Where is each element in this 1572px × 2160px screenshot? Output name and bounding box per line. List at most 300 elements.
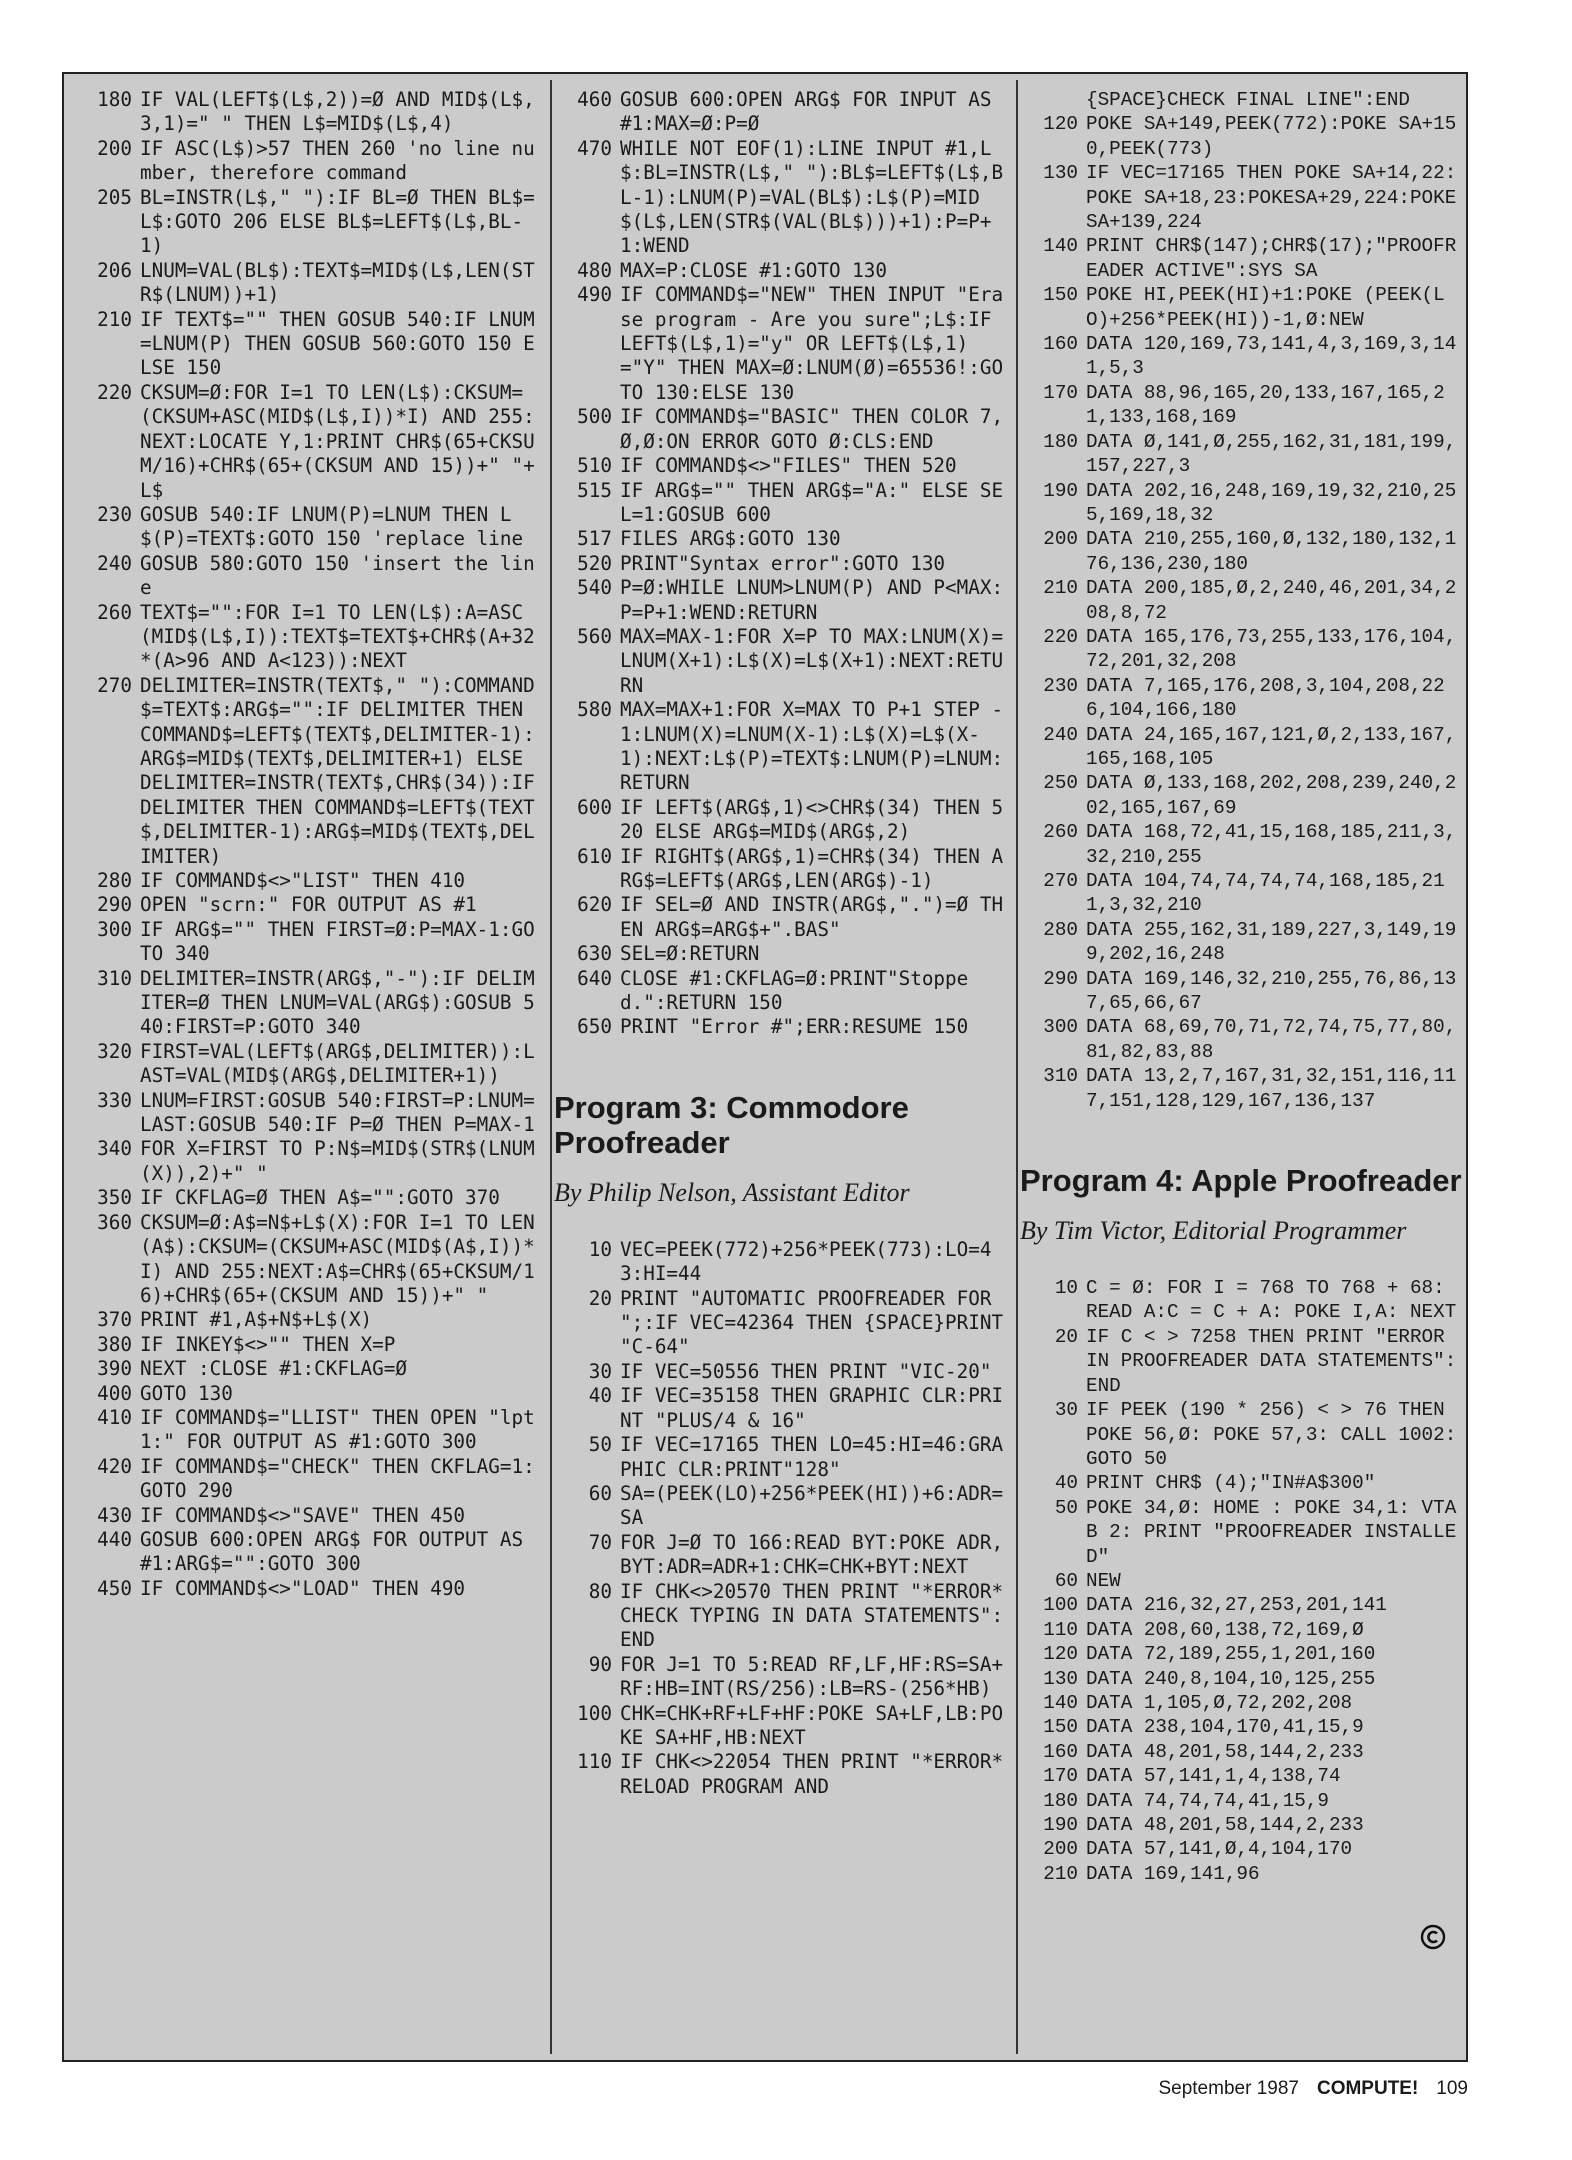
- code-line: [74, 918, 546, 967]
- line-code: DATA 200,185,Ø,2,240,46,201,34,208,8,72: [1086, 577, 1457, 624]
- line-code: IF VEC=35158 THEN GRAPHIC CLR:PRINT "PLUS/4 & 16": [620, 1384, 1004, 1432]
- code-line: [1020, 820, 1464, 869]
- code-line: [554, 1384, 1012, 1433]
- code-line: [1020, 1569, 1464, 1593]
- line-code: DATA Ø,141,Ø,255,162,31,181,199,157,227,3: [1086, 430, 1457, 478]
- code-line: [554, 454, 1012, 478]
- line-code: SEL=Ø:RETURN: [620, 942, 760, 966]
- line-number: 110: [577, 1750, 612, 1774]
- line-number: 390: [97, 1357, 132, 1381]
- listing-column-2: [554, 88, 1015, 2046]
- line-code: MAX=MAX-1:FOR X=P TO MAX:LNUM(X)=LNUM(X+1):L$(X)=L$(X+1):NEXT:RETURN: [620, 624, 1004, 697]
- line-number: 300: [97, 917, 132, 941]
- line-code: DATA 120,169,73,141,4,3,169,3,141,5,3: [1086, 333, 1457, 380]
- line-code: DATA 168,72,41,15,168,185,211,3,32,210,255: [1086, 821, 1457, 868]
- code-line: [1020, 1015, 1464, 1064]
- line-number: 370: [97, 1308, 132, 1332]
- line-code: WHILE NOT EOF(1):LINE INPUT #1,L$:BL=INSTR(L$," "):BL$=LEFT$(L$,BL-1):LNUM(P)=VAL(BL$):L$(P)=MID$(L$,LEN(STR$(VAL(BL$)))+1):P=P+1:WEND: [620, 136, 1004, 258]
- code-line: [1020, 723, 1464, 772]
- line-code: IF INKEY$<>"" THEN X=P: [140, 1332, 396, 1356]
- code-line: [1020, 381, 1464, 430]
- code-line: [1020, 1064, 1464, 1113]
- line-number: 320: [97, 1039, 132, 1063]
- line-code: IF CHK<>20570 THEN PRINT "*ERROR* CHECK TYPING IN DATA STATEMENTS":END: [620, 1579, 1015, 1652]
- code-line: [1020, 1764, 1464, 1788]
- line-code: GOSUB 600:OPEN ARG$ FOR INPUT AS #1:MAX=Ø:P=Ø: [620, 88, 1004, 136]
- code-line: [1020, 283, 1464, 332]
- line-number: 560: [577, 624, 612, 648]
- line-code: MAX=MAX+1:FOR X=MAX TO P+1 STEP -1:LNUM(X)=LNUM(X-1):L$(X)=L$(X-1):NEXT:L$(P)=TEXT$:LNUM(P)=LNUM:RETURN: [620, 698, 1004, 795]
- line-number: 120: [1043, 113, 1078, 136]
- line-code: IF COMMAND$<>"FILES" THEN 520: [620, 454, 957, 478]
- line-number: 340: [97, 1137, 132, 1161]
- line-code: PRINT "AUTOMATIC PROOFREADER FOR ";:IF VEC=42364 THEN {SPACE}PRINT "C-64": [620, 1286, 1015, 1359]
- line-code: PRINT"Syntax error":GOTO 130: [620, 551, 946, 575]
- line-number: 200: [1043, 528, 1078, 551]
- code-line: [74, 869, 546, 893]
- line-number: 40: [588, 1384, 612, 1408]
- line-code: BL=INSTR(L$," "):IF BL=Ø THEN BL$=L$:GOTO 206 ELSE BL$=LEFT$(L$,BL-1): [140, 185, 535, 258]
- page-number: 109: [1436, 2078, 1468, 2099]
- line-number: 10: [588, 1237, 612, 1261]
- line-number: 140: [1043, 235, 1078, 258]
- code-line: [554, 88, 1012, 137]
- line-code: IF CKFLAG=Ø THEN A$="":GOTO 370: [140, 1186, 500, 1210]
- code-line: [74, 1577, 546, 1601]
- line-code: FILES ARG$:GOTO 130: [620, 527, 841, 551]
- line-number: 190: [1043, 479, 1078, 502]
- line-number: 240: [1043, 723, 1078, 746]
- line-code: POKE 34,Ø: HOME : POKE 34,1: VTAB 2: PRINT "PROOFREADER INSTALLED": [1086, 1496, 1457, 1568]
- code-line: [554, 552, 1012, 576]
- code-line: [554, 1015, 1012, 1039]
- line-number: 80: [588, 1579, 612, 1603]
- program4-heading: Program 4: Apple Proofreader: [1020, 1163, 1462, 1199]
- code-line: [554, 625, 1012, 698]
- line-number: 360: [97, 1210, 132, 1234]
- line-number: 490: [577, 283, 612, 307]
- line-code: DATA 104,74,74,74,74,168,185,211,3,32,210: [1086, 870, 1445, 917]
- line-code: IF COMMAND$<>"SAVE" THEN 450: [140, 1503, 466, 1527]
- line-number: 310: [1043, 1065, 1078, 1088]
- code-line: [1020, 332, 1464, 381]
- line-code: DATA 57,141,1,4,138,74: [1086, 1765, 1341, 1788]
- line-number: 70: [588, 1530, 612, 1554]
- code-line: [1020, 1471, 1464, 1495]
- line-code: DATA 72,189,255,1,201,160: [1086, 1643, 1376, 1666]
- code-line: [74, 186, 546, 259]
- line-number: 210: [97, 307, 132, 331]
- code-line: [1020, 1325, 1468, 1398]
- line-number: 460: [577, 88, 612, 111]
- line-number: 10: [1054, 1277, 1078, 1300]
- listing-block-program2-continued: [554, 88, 1012, 1040]
- code-line: [554, 698, 1012, 796]
- line-number: 160: [1043, 1740, 1078, 1763]
- line-code: VEC=PEEK(772)+256*PEEK(773):LO=43:HI=44: [620, 1237, 992, 1286]
- line-number: 20: [588, 1286, 612, 1310]
- line-code: PRINT "Error #";ERR:RESUME 150: [620, 1015, 969, 1039]
- line-number: 210: [1043, 577, 1078, 600]
- code-line: [554, 283, 1012, 405]
- code-line: [554, 479, 1012, 528]
- code-line: [1020, 625, 1464, 674]
- line-code: DATA 74,74,74,41,15,9: [1086, 1789, 1329, 1812]
- listing-column-1: [74, 88, 546, 2046]
- line-number: 140: [1043, 1691, 1078, 1714]
- line-number: 110: [1043, 1618, 1078, 1641]
- code-line: [74, 1308, 546, 1332]
- line-code: IF C < > 7258 THEN PRINT "ERROR IN PROOFREADER DATA STATEMENTS": END: [1086, 1325, 1468, 1397]
- code-line: [1020, 1398, 1468, 1471]
- line-code: OPEN "scrn:" FOR OUTPUT AS #1: [140, 893, 477, 917]
- code-line: [1020, 1789, 1464, 1813]
- line-code: DATA Ø,133,168,202,208,239,240,202,165,167,69: [1086, 772, 1457, 819]
- line-code: IF ASC(L$)>57 THEN 260 'no line number, therefore command: [140, 136, 535, 185]
- line-number: 260: [1043, 821, 1078, 844]
- line-code: GOTO 130: [140, 1381, 233, 1405]
- line-code: CKSUM=Ø:A$=N$+L$(X):FOR I=1 TO LEN(A$):CKSUM=(CKSUM+ASC(MID$(A$,I))*I) AND 255:NEXT:A$=CHR$(65+CKSUM/16)+CHR$(65+(CKSUM AND 15))+" ": [140, 1210, 535, 1307]
- line-number: 600: [577, 795, 612, 819]
- code-line: [74, 1406, 546, 1455]
- code-line: [74, 1040, 546, 1089]
- magazine-name: COMPUTE!: [1316, 2078, 1419, 2099]
- code-line: [74, 552, 546, 601]
- line-number: 630: [577, 942, 612, 966]
- line-number: 270: [1043, 870, 1078, 892]
- line-code: IF SEL=Ø AND INSTR(ARG$,".")=Ø THEN ARG$=ARG$+".BAS": [620, 893, 1004, 941]
- line-code: POKE HI,PEEK(HI)+1:POKE (PEEK(LO)+256*PEEK(HI))-1,Ø:NEW: [1086, 284, 1445, 331]
- line-number: 50: [588, 1433, 612, 1457]
- code-line: [1020, 112, 1464, 161]
- line-number: 190: [1043, 1814, 1078, 1836]
- line-number: 230: [1043, 674, 1078, 697]
- code-line: [74, 137, 546, 186]
- line-number: 210: [1043, 1862, 1078, 1885]
- line-code: IF LEFT$(ARG$,1)<>CHR$(34) THEN 520 ELSE ARG$=MID$(ARG$,2): [620, 795, 1004, 844]
- line-code: PRINT CHR$(147);CHR$(17);"PROOFREADER ACTIVE":SYS SA: [1086, 235, 1457, 282]
- listing-panel: [62, 72, 1468, 2062]
- column-divider: [1016, 80, 1018, 2054]
- line-code: DATA 7,165,176,208,3,104,208,226,104,166,180: [1086, 674, 1445, 722]
- line-number: 470: [577, 136, 612, 160]
- line-number: 200: [1043, 1838, 1078, 1861]
- code-line: [74, 308, 546, 381]
- code-line: [1020, 161, 1464, 234]
- line-number: 280: [1043, 918, 1078, 941]
- line-code: PRINT #1,A$+N$+L$(X): [140, 1308, 373, 1332]
- line-code: FIRST=VAL(LEFT$(ARG$,DELIMITER)):LAST=VAL(MID$(ARG$,DELIMITER+1)): [140, 1039, 535, 1088]
- line-code: IF COMMAND$="CHECK" THEN CKFLAG=1:GOTO 290: [140, 1454, 535, 1503]
- line-number: 180: [1043, 430, 1078, 453]
- line-code: DATA 216,32,27,253,201,141: [1086, 1594, 1387, 1617]
- line-code: DATA 68,69,70,71,72,74,75,77,80,81,82,83,88: [1086, 1016, 1457, 1063]
- code-line: [554, 1531, 1012, 1580]
- line-code: IF ARG$="" THEN FIRST=Ø:P=MAX-1:GOTO 340: [140, 917, 535, 966]
- code-line: [554, 1482, 1012, 1531]
- line-number: 60: [1054, 1569, 1078, 1592]
- code-line: [1020, 967, 1464, 1016]
- line-code: DATA 238,104,170,41,15,9: [1086, 1716, 1364, 1739]
- code-line: [1020, 1276, 1464, 1325]
- line-code: DATA 24,165,167,121,Ø,2,133,167,165,168,105: [1086, 723, 1457, 770]
- line-number: 290: [1043, 967, 1078, 990]
- line-number: 300: [1043, 1016, 1078, 1039]
- code-line: [74, 1455, 546, 1504]
- line-number: 90: [588, 1652, 612, 1676]
- code-line: [74, 1211, 546, 1309]
- line-number: 30: [588, 1359, 612, 1383]
- line-number: 440: [97, 1527, 132, 1551]
- line-number: 517: [577, 527, 612, 551]
- code-line: [1020, 1618, 1464, 1642]
- line-code: DATA 1,105,Ø,72,202,208: [1086, 1691, 1353, 1714]
- code-line: [74, 259, 546, 308]
- code-line: [554, 576, 1012, 625]
- line-number: 220: [97, 380, 132, 404]
- program3-byline: By Philip Nelson, Assistant Editor: [554, 1177, 910, 1207]
- code-line: [74, 674, 546, 869]
- code-line: [1020, 234, 1464, 283]
- line-code: DATA 57,141,Ø,4,104,170: [1086, 1838, 1353, 1861]
- line-code: IF VAL(LEFT$(L$,2))=Ø AND MID$(L$,3,1)=" " THEN L$=MID$(L$,4): [140, 88, 535, 136]
- line-number: 230: [97, 502, 132, 526]
- line-number: 130: [1043, 162, 1078, 185]
- line-code: DATA 165,176,73,255,133,176,104,72,201,32,208: [1086, 625, 1457, 673]
- line-number: 515: [577, 478, 612, 502]
- code-line: [1020, 1691, 1464, 1715]
- code-line: [1020, 869, 1464, 918]
- line-number: 650: [577, 1015, 612, 1039]
- line-number: 240: [97, 551, 132, 575]
- line-number: 270: [97, 673, 132, 697]
- end-mark-icon: [1420, 1924, 1446, 1950]
- line-code: DATA 210,255,160,Ø,132,180,132,176,136,230,180: [1086, 528, 1457, 575]
- line-number: 330: [97, 1088, 132, 1112]
- line-code: NEW: [1086, 1569, 1121, 1592]
- code-line: [74, 503, 546, 552]
- line-number: 520: [577, 551, 612, 575]
- line-number: 640: [577, 966, 612, 990]
- line-code: SA=(PEEK(LO)+256*PEEK(HI))+6:ADR=SA: [620, 1481, 1004, 1530]
- code-line: [1020, 527, 1464, 576]
- issue-date: September 1987: [1158, 2078, 1299, 2099]
- code-line: [554, 1360, 1012, 1384]
- code-line: [1020, 1862, 1464, 1886]
- code-line: [554, 942, 1012, 966]
- code-line: [554, 1433, 1012, 1482]
- line-number: 280: [97, 869, 132, 892]
- line-code: IF TEXT$="" THEN GOSUB 540:IF LNUM=LNUM(P) THEN GOSUB 560:GOTO 150 ELSE 150: [140, 307, 535, 380]
- line-code: DATA 13,2,7,167,31,32,151,116,117,151,128,129,167,136,137: [1086, 1065, 1457, 1112]
- line-number: 130: [1043, 1667, 1078, 1690]
- code-line: [74, 1333, 546, 1357]
- code-line: [554, 1286, 1015, 1360]
- code-line: [1020, 88, 1464, 112]
- code-line: [74, 601, 546, 674]
- line-code: IF VEC=50556 THEN PRINT "VIC-20": [620, 1359, 992, 1383]
- line-number: 50: [1054, 1496, 1078, 1519]
- code-line: [74, 967, 546, 1040]
- line-code: IF COMMAND$="LLIST" THEN OPEN "lpt1:" FOR OUTPUT AS #1:GOTO 300: [140, 1405, 535, 1454]
- code-line: [554, 259, 1012, 283]
- line-number: 400: [97, 1381, 132, 1405]
- line-code: IF PEEK (190 * 256) < > 76 THEN POKE 56,Ø: POKE 57,3: CALL 1002: GOTO 50: [1086, 1399, 1468, 1470]
- code-line: [554, 967, 1012, 1016]
- line-number: 250: [1043, 772, 1078, 795]
- line-number: 500: [577, 405, 612, 429]
- code-line: [74, 1382, 546, 1406]
- code-line: [74, 381, 546, 503]
- line-number: 220: [1043, 625, 1078, 648]
- code-line: [554, 1653, 1012, 1702]
- line-code: IF ARG$="" THEN ARG$="A:" ELSE SEL=1:GOSUB 600: [620, 478, 1004, 526]
- line-number: 480: [577, 258, 612, 282]
- line-code: DATA 48,201,58,144,2,233: [1086, 1740, 1364, 1763]
- line-number: 540: [577, 576, 612, 600]
- line-code: {SPACE}CHECK FINAL LINE":END: [1086, 89, 1410, 111]
- line-number: 206: [97, 258, 132, 282]
- line-number: 40: [1054, 1472, 1078, 1495]
- line-code: IF COMMAND$="BASIC" THEN COLOR 7,Ø,Ø:ON ERROR GOTO Ø:CLS:END: [620, 405, 1004, 453]
- line-number: 620: [577, 893, 612, 917]
- line-code: GOSUB 600:OPEN ARG$ FOR OUTPUT AS #1:ARG$="":GOTO 300: [140, 1527, 535, 1576]
- line-code: IF COMMAND$<>"LIST" THEN 410: [140, 869, 466, 892]
- code-line: [554, 1702, 1012, 1751]
- code-line: [554, 137, 1012, 259]
- line-code: IF COMMAND$="NEW" THEN INPUT "Erase program - Are you sure";L$:IF LEFT$(L$,1)="y" OR LEFT$(L$,1)="Y" THEN MAX=Ø:LNUM(Ø)=65536!:GOTO 130:ELSE 130: [620, 283, 1004, 404]
- line-code: DATA 240,8,104,10,125,255: [1086, 1667, 1376, 1690]
- line-number: 290: [97, 893, 132, 917]
- code-line: [1020, 430, 1464, 479]
- code-line: [554, 893, 1012, 942]
- line-code: POKE SA+149,PEEK(772):POKE SA+150,PEEK(773): [1086, 113, 1457, 160]
- line-number: 120: [1043, 1643, 1078, 1666]
- listing-block-program3: [554, 1237, 1015, 1799]
- line-number: 380: [97, 1332, 132, 1356]
- line-code: FOR J=Ø TO 166:READ BYT:POKE ADR,BYT:ADR=ADR+1:CHK=CHK+BYT:NEXT: [620, 1530, 1004, 1579]
- code-line: [1020, 1740, 1464, 1764]
- line-code: CLOSE #1:CKFLAG=Ø:PRINT"Stopped.":RETURN 150: [620, 966, 969, 1015]
- line-number: 100: [1043, 1594, 1078, 1617]
- line-number: 350: [97, 1186, 132, 1210]
- line-number: 510: [577, 454, 612, 478]
- line-number: 30: [1054, 1399, 1078, 1422]
- line-number: 180: [97, 88, 132, 111]
- code-line: [74, 1504, 546, 1528]
- line-code: DELIMITER=INSTR(TEXT$," "):COMMAND$=TEXT$:ARG$="":IF DELIMITER THEN COMMAND$=LEFT$(TEXT$,DELIMITER-1):ARG$=MID$(TEXT$,DELIMITER+1) ELSE DELIMITER=INSTR(TEXT$,CHR$(34)):IF DELIMITER THEN COMMAND$=LEFT$(TEXT$,DELIMITER-1):ARG$=MID$(TEXT$,DELIMITER): [140, 673, 547, 868]
- line-number: 60: [588, 1481, 612, 1505]
- code-line: [554, 1238, 1012, 1287]
- line-number: 310: [97, 966, 132, 990]
- line-code: P=Ø:WHILE LNUM>LNUM(P) AND P<MAX:P=P+1:WEND:RETURN: [620, 576, 1004, 624]
- listing-column-3: [1020, 88, 1468, 2046]
- program4-byline: By Tim Victor, Editorial Programmer: [1020, 1216, 1407, 1246]
- line-code: IF VEC=17165 THEN POKE SA+14,22:POKE SA+18,23:POKESA+29,224:POKESA+139,224: [1086, 162, 1457, 234]
- code-line: [1020, 918, 1464, 967]
- code-line: [1020, 771, 1464, 820]
- line-number: 430: [97, 1503, 132, 1527]
- line-code: IF VEC=17165 THEN LO=45:HI=46:GRAPHIC CLR:PRINT"128": [620, 1433, 1004, 1481]
- code-line: [554, 527, 1012, 551]
- line-code: DELIMITER=INSTR(ARG$,"-"):IF DELIMITER=Ø THEN LNUM=VAL(ARG$):GOSUB 540:FIRST=P:GOTO 340: [140, 966, 535, 1039]
- code-line: [74, 1357, 546, 1381]
- code-line: [1020, 1496, 1464, 1569]
- line-number: 170: [1043, 1765, 1078, 1788]
- line-number: 450: [97, 1576, 132, 1600]
- line-code: TEXT$="":FOR I=1 TO LEN(L$):A=ASC(MID$(L$,I)):TEXT$=TEXT$+CHR$(A+32*(A>96 AND A<123)):NEXT: [140, 600, 535, 673]
- code-line: [554, 796, 1012, 845]
- line-code: DATA 169,141,96: [1086, 1862, 1260, 1885]
- code-line: [74, 88, 546, 137]
- line-number: 180: [1043, 1789, 1078, 1812]
- code-line: [1020, 1715, 1464, 1739]
- line-number: 420: [97, 1454, 132, 1478]
- line-code: DATA 255,162,31,189,227,3,149,199,202,16,248: [1086, 918, 1457, 966]
- line-code: DATA 208,60,138,72,169,Ø: [1086, 1618, 1364, 1641]
- line-number: 260: [97, 600, 132, 624]
- code-line: [74, 1089, 546, 1138]
- program3-heading: Program 3: Commodore Proofreader: [554, 1089, 909, 1160]
- line-number: 170: [1043, 381, 1078, 404]
- line-code: LNUM=VAL(BL$):TEXT$=MID$(L$,LEN(STR$(LNUM))+1): [140, 258, 535, 307]
- line-number: 610: [577, 844, 612, 868]
- line-code: DATA 48,201,58,144,2,233: [1086, 1814, 1364, 1836]
- code-line: [1020, 1667, 1464, 1691]
- code-line: [554, 1579, 1015, 1653]
- line-code: PRINT CHR$ (4);"IN#A$300": [1086, 1472, 1376, 1495]
- code-line: [554, 1750, 1015, 1799]
- line-code: MAX=P:CLOSE #1:GOTO 130: [620, 258, 887, 282]
- line-code: DATA 202,16,248,169,19,32,210,255,169,18,32: [1086, 479, 1457, 526]
- code-line: [1020, 1813, 1464, 1837]
- line-code: FOR X=FIRST TO P:N$=MID$(STR$(LNUM(X)),2)+" ": [140, 1137, 535, 1185]
- code-line: [1020, 576, 1464, 625]
- code-line: [1020, 1593, 1464, 1617]
- listing-block-program3-continued: [1020, 88, 1464, 1113]
- listing-block-program4: [1020, 1276, 1468, 1886]
- line-number: 20: [1054, 1325, 1078, 1348]
- code-line: [554, 845, 1012, 894]
- line-code: LNUM=FIRST:GOSUB 540:FIRST=P:LNUM=LAST:GOSUB 540:IF P=Ø THEN P=MAX-1: [140, 1088, 535, 1137]
- line-code: GOSUB 540:IF LNUM(P)=LNUM THEN L$(P)=TEXT$:GOTO 150 'replace line: [140, 502, 524, 551]
- line-number: 150: [1043, 1716, 1078, 1739]
- line-code: DATA 169,146,32,210,255,76,86,137,65,66,67: [1086, 967, 1457, 1015]
- line-code: CHK=CHK+RF+LF+HF:POKE SA+LF,LB:POKE SA+HF,HB:NEXT: [620, 1701, 1004, 1749]
- column-divider: [550, 80, 552, 2054]
- line-number: 410: [97, 1405, 132, 1429]
- line-code: DATA 88,96,165,20,133,167,165,21,133,168,169: [1086, 381, 1445, 429]
- code-line: [74, 1186, 546, 1210]
- page-footer: [1158, 2078, 1468, 2100]
- line-number: 580: [577, 698, 612, 722]
- line-number: 100: [577, 1701, 612, 1725]
- line-code: GOSUB 580:GOTO 150 'insert the line: [140, 551, 535, 600]
- line-code: IF COMMAND$<>"LOAD" THEN 490: [140, 1576, 466, 1600]
- line-number: 200: [97, 136, 132, 160]
- line-number: 205: [97, 185, 132, 209]
- code-line: [554, 405, 1012, 454]
- line-number: 150: [1043, 284, 1078, 307]
- line-code: IF RIGHT$(ARG$,1)=CHR$(34) THEN ARG$=LEFT$(ARG$,LEN(ARG$)-1): [620, 844, 1004, 892]
- code-line: [74, 1528, 546, 1577]
- line-code: CKSUM=Ø:FOR I=1 TO LEN(L$):CKSUM=(CKSUM+ASC(MID$(L$,I))*I) AND 255:NEXT:LOCATE Y,1:PRINT CHR$(65+CKSUM/16)+CHR$(65+(CKSUM AND 15))+" "+L$: [140, 380, 535, 502]
- code-line: [1020, 674, 1464, 723]
- code-line: [74, 893, 546, 917]
- code-line: [1020, 479, 1464, 528]
- line-code: NEXT :CLOSE #1:CKFLAG=Ø: [140, 1357, 407, 1381]
- code-line: [74, 1137, 546, 1186]
